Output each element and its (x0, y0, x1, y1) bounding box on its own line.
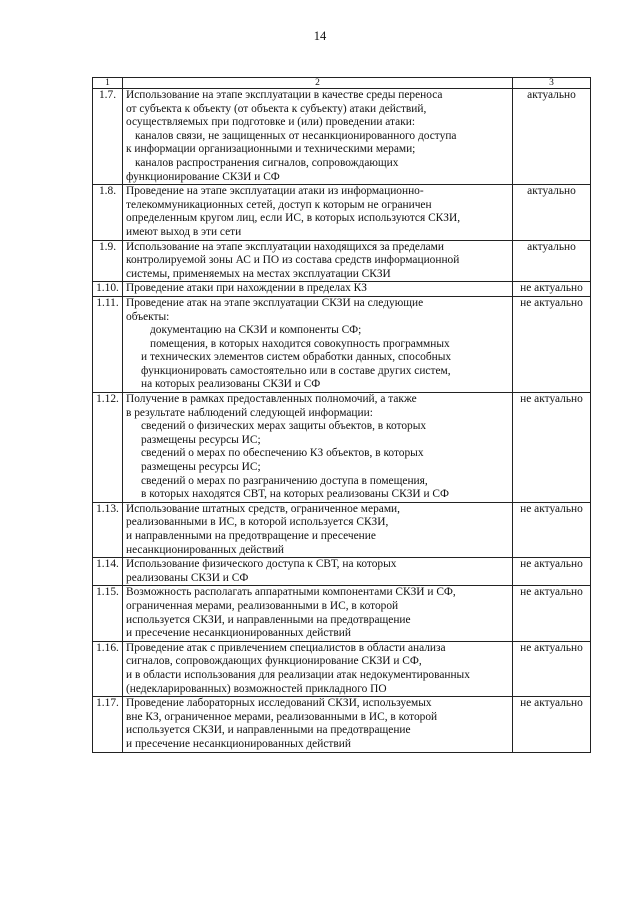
description-line: объекты: (126, 310, 170, 323)
description-line: телекоммуникационных сетей, доступ к которым не ограничен (126, 198, 432, 211)
description-line: системы, применяемых на местах эксплуатации СКЗИ (126, 267, 391, 280)
description-line: к информации организационными и техническими мерами; (126, 143, 416, 156)
row-number: 1.15. (93, 586, 123, 641)
description-line: реализованными в ИС, в которой используется СКЗИ, (126, 516, 389, 529)
relevance-status: не актуально (513, 558, 591, 586)
threat-description (123, 586, 513, 641)
threat-table (92, 77, 591, 753)
table-row (93, 296, 591, 392)
description-line: Проведение атак с привлечением специалистов в области анализа (126, 641, 446, 654)
description-line: Использование на этапе эксплуатации в качестве среды переноса (126, 89, 443, 101)
description-line: каналов распространения сигналов, сопровождающих (135, 156, 399, 169)
table-row (93, 282, 591, 297)
threat-description (123, 185, 513, 240)
description-line: и в области использования для реализации атак недокументированных (126, 668, 470, 681)
table-row (93, 641, 591, 696)
threat-description (123, 282, 513, 297)
description-line: на которых реализованы СКЗИ и СФ (141, 378, 321, 391)
description-line: Проведение на этапе эксплуатации атаки из информационно- (126, 185, 424, 198)
threat-description (123, 502, 513, 557)
description-line: несанкционированных действий (126, 543, 285, 556)
row-number: 1.13. (93, 502, 123, 557)
description-line: сигналов, сопровождающих функционирование СКЗИ и СФ, (126, 655, 422, 668)
relevance-status: не актуально (513, 697, 591, 752)
description-line: Использование физического доступа к СВТ, на которых (126, 558, 397, 571)
table-row (93, 697, 591, 752)
threat-description (123, 697, 513, 752)
threat-description (123, 296, 513, 392)
relevance-status: актуально (513, 185, 591, 240)
relevance-status: актуально (513, 240, 591, 282)
row-number: 1.16. (93, 641, 123, 696)
description-line: функционирование СКЗИ и СФ (126, 170, 280, 183)
description-line: Проведение лабораторных исследований СКЗИ, используемых (126, 697, 432, 710)
table-row (93, 240, 591, 282)
relevance-status: не актуально (513, 393, 591, 503)
threat-description (123, 89, 513, 185)
column-header: 1 (93, 78, 123, 89)
description-line: Использование штатных средств, ограниченное мерами, (126, 502, 400, 515)
description-line: сведений о мерах по разграничению доступа в помещения, (141, 474, 428, 487)
table-header-row (93, 78, 591, 89)
description-line: и пресечение несанкционированных действий (126, 737, 351, 750)
row-number: 1.9. (93, 240, 123, 282)
relevance-status: не актуально (513, 502, 591, 557)
table-row (93, 502, 591, 557)
description-line: контролируемой зоны АС и ПО из состава средств информационной (126, 254, 460, 267)
description-line: от субъекта к объекту (от объекта к субъекту) атаки действий, (126, 102, 427, 115)
table-row (93, 393, 591, 503)
description-line: и направленными на предотвращение и пресечение (126, 530, 376, 542)
description-line: ограниченная мерами, реализованными в ИС, в которой (126, 599, 399, 612)
row-number: 1.12. (93, 393, 123, 503)
description-line: и технических элементов систем обработки данных, способных (141, 351, 452, 364)
row-number: 1.10. (93, 282, 123, 297)
threat-description (123, 393, 513, 503)
description-line: Получение в рамках предоставленных полномочий, а также (126, 393, 417, 406)
description-line: функционировать самостоятельно или в составе других систем, (141, 364, 451, 377)
threat-description (123, 641, 513, 696)
relevance-status: не актуально (513, 296, 591, 392)
relevance-status: не актуально (513, 282, 591, 297)
page-number: 14 (313, 29, 327, 43)
row-number: 1.17. (93, 697, 123, 752)
description-line: Использование на этапе эксплуатации находящихся за пределами (126, 240, 444, 253)
table-row (93, 586, 591, 641)
description-line: в которых находятся СВТ, на которых реализованы СКЗИ и СФ (141, 488, 450, 501)
threat-description (123, 558, 513, 586)
description-line: в результате наблюдений следующей информации: (126, 406, 373, 419)
description-line: сведений о физических мерах защиты объектов, в которых (141, 420, 427, 433)
table-row (93, 558, 591, 586)
row-number: 1.11. (93, 296, 123, 392)
relevance-status: не актуально (513, 641, 591, 696)
table-row (93, 89, 591, 185)
description-line: Возможность располагать аппаратными компонентами СКЗИ и СФ, (126, 586, 456, 599)
row-number: 1.14. (93, 558, 123, 586)
row-number: 1.8. (93, 185, 123, 240)
description-line: Проведение атак на этапе эксплуатации СКЗИ на следующие (126, 296, 424, 309)
description-line: имеют выход в эти сети (126, 225, 242, 238)
table-body (93, 89, 591, 753)
description-line: размещены ресурсы ИС; (141, 461, 261, 474)
description-line: помещения, в которых находится совокупность программных (150, 337, 450, 350)
column-header: 2 (123, 78, 513, 89)
description-line: определенным кругом лиц, если ИС, в которых используются СКЗИ, (126, 212, 461, 225)
description-line: сведений о мерах по обеспечению КЗ объектов, в которых (141, 447, 424, 460)
description-line: документацию на СКЗИ и компоненты СФ; (150, 324, 362, 337)
description-line: реализованы СКЗИ и СФ (126, 571, 249, 584)
description-line: каналов связи, не защищенных от несанкционированного доступа (135, 129, 457, 142)
description-line: используется СКЗИ, и направленными на предотвращение (126, 724, 411, 737)
description-line: размещены ресурсы ИС; (141, 433, 261, 446)
description-line: осуществляемых при подготовке и (или) проведении атаки: (126, 116, 415, 129)
description-line: Проведение атаки при нахождении в пределах КЗ (126, 282, 367, 295)
relevance-status: актуально (513, 89, 591, 185)
description-line: вне КЗ, ограниченное мерами, реализованными в ИС, в которой (126, 710, 438, 723)
row-number: 1.7. (93, 89, 123, 185)
description-line: (недекларированных) возможностей прикладного ПО (126, 682, 387, 695)
threat-description (123, 240, 513, 282)
description-line: используется СКЗИ, и направленными на предотвращение (126, 613, 411, 626)
table-row (93, 185, 591, 240)
description-line: и пресечение несанкционированных действий (126, 627, 351, 640)
column-header: 3 (513, 78, 591, 89)
relevance-status: не актуально (513, 586, 591, 641)
